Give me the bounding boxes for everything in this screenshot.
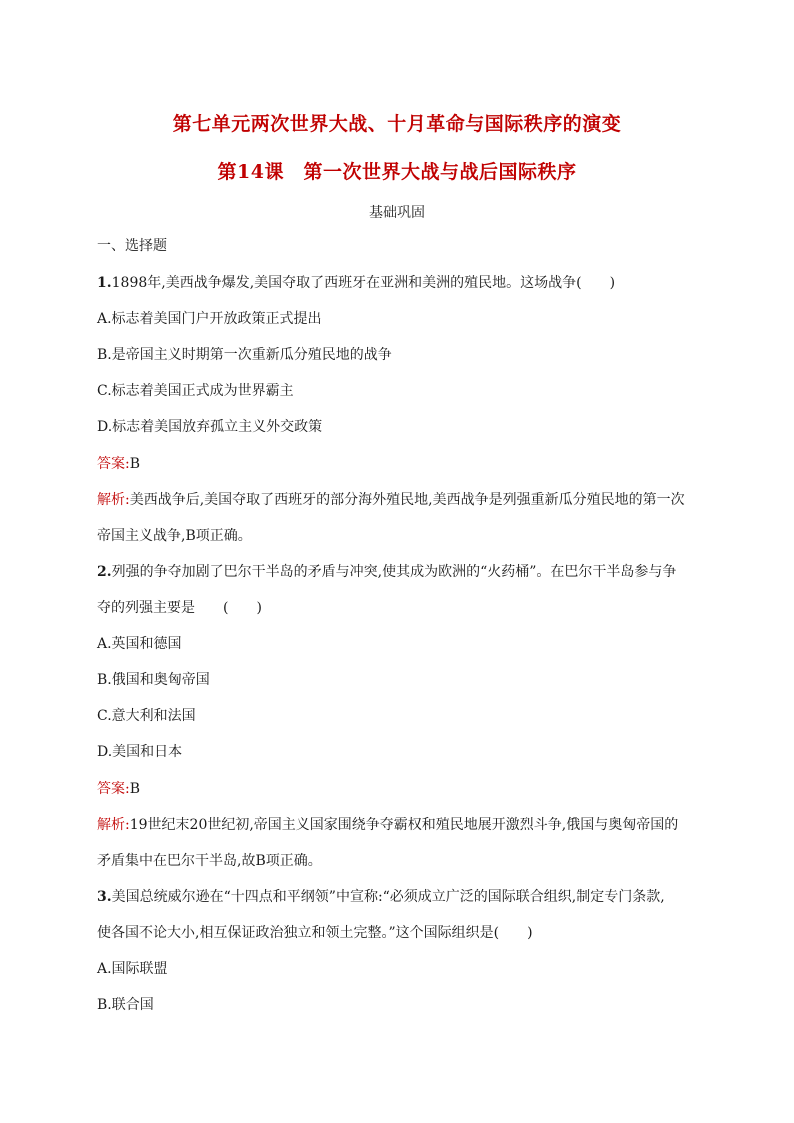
option-d: D.标志着美国放弃孤立主义外交政策 <box>97 419 323 435</box>
analysis-text-continued: 矛盾集中在巴尔干半岛,故B项正确。 <box>97 853 322 869</box>
question-2-stem <box>97 562 707 582</box>
analysis-line <box>97 815 707 835</box>
analysis-line <box>97 490 707 510</box>
question-3-stem <box>97 887 707 907</box>
option-a: A.国际联盟 <box>97 961 168 977</box>
answer-label: 答案: <box>97 456 130 472</box>
question-1-stem <box>97 273 707 293</box>
answer-value: B <box>129 456 141 472</box>
question-number: 1. <box>97 275 112 291</box>
section-heading: 一、选择题 <box>97 238 167 254</box>
option-a: A.英国和德国 <box>97 636 182 652</box>
question-text: 美国总统威尔逊在“十四点和平纲领”中宣称:“必须成立广泛的国际联合组织,制定专门条款, <box>111 889 665 905</box>
analysis-text: 19世纪末20世纪初,帝国主义国家围绕争夺霸权和殖民地展开激烈斗争,俄国与奥匈帝国的 <box>129 817 679 833</box>
question-number: 2. <box>97 564 112 580</box>
analysis-label: 解析: <box>97 817 130 833</box>
answer-line <box>97 454 707 474</box>
option-a: A.标志着美国门户开放政策正式提出 <box>97 311 322 327</box>
question-text: 列强的争夺加剧了巴尔干半岛的矛盾与冲突,使其成为欧洲的“火药桶”。在巴尔干半岛参与争 <box>111 564 677 580</box>
question-text: 1898年,美西战争爆发,美国夺取了西班牙在亚洲和美洲的殖民地。这场战争( ) <box>111 275 616 291</box>
answer-line <box>97 779 707 799</box>
section-subtitle: 基础巩固 <box>369 205 425 221</box>
answer-value: B <box>129 781 141 797</box>
option-b: B.是帝国主义时期第一次重新瓜分殖民地的战争 <box>97 347 392 363</box>
option-d: D.美国和日本 <box>97 744 183 760</box>
option-b: B.联合国 <box>97 997 154 1013</box>
option-c: C.标志着美国正式成为世界霸主 <box>97 383 294 399</box>
question-text-continued: 使各国不论大小,相互保证政治独立和领土完整。”这个国际组织是( ) <box>97 925 533 941</box>
answer-label: 答案: <box>97 781 130 797</box>
analysis-text-continued: 帝国主义战争,B项正确。 <box>97 528 252 544</box>
lesson-title: 第14课 第一次世界大战与战后国际秩序 <box>217 161 577 183</box>
analysis-text: 美西战争后,美国夺取了西班牙的部分海外殖民地,美西战争是列强重新瓜分殖民地的第一次 <box>129 492 685 508</box>
unit-title: 第七单元两次世界大战、十月革命与国际秩序的演变 <box>172 113 622 135</box>
analysis-label: 解析: <box>97 492 130 508</box>
option-b: B.俄国和奥匈帝国 <box>97 672 210 688</box>
question-number: 3. <box>97 889 112 905</box>
option-c: C.意大利和法国 <box>97 708 196 724</box>
question-text-continued: 夺的列强主要是 ( ) <box>97 600 262 616</box>
